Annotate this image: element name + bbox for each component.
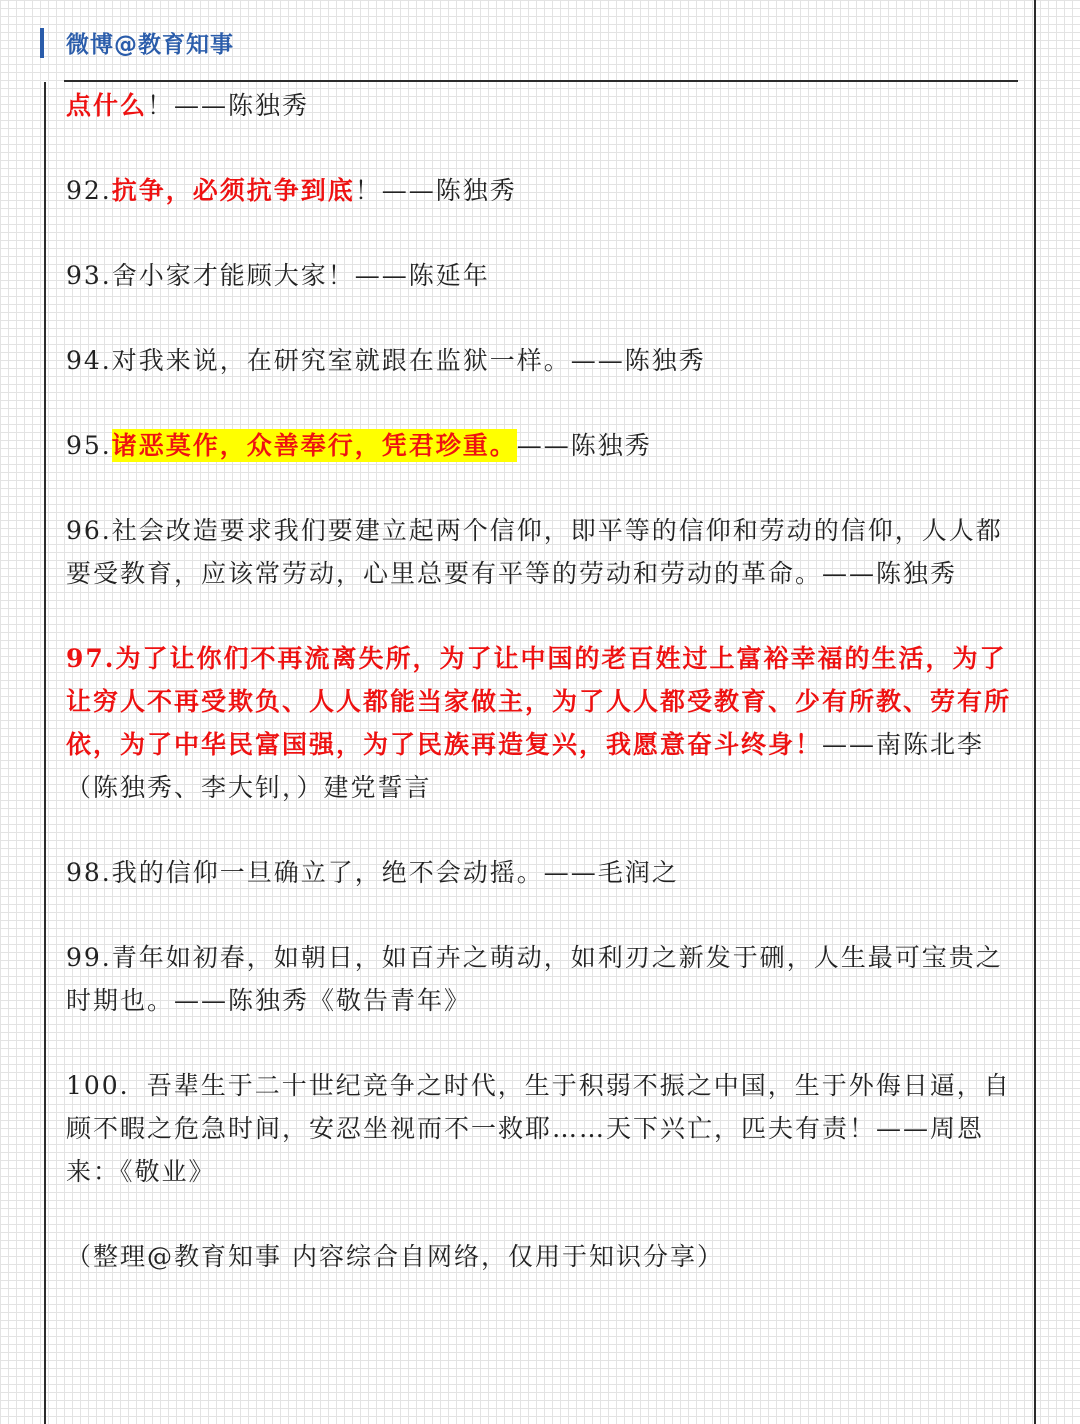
quote-highlighted-emphasis: 诸恶莫作，众善奉行，凭君珍重。: [111, 431, 517, 460]
quote-91-tail: [66, 84, 1016, 127]
quote-attribution: ——陈独秀: [516, 431, 652, 460]
quote-list: [66, 84, 1016, 1278]
quote-number: 92.: [66, 176, 112, 205]
header-divider: [64, 80, 1018, 82]
quote-number: 95.: [66, 431, 112, 460]
quote-93: 93.舍小家才能顾大家！——陈延年: [66, 261, 490, 290]
quote-100: 100．吾辈生于二十世纪竞争之时代，生于积弱不振之中国，生于外侮日逼，自顾不暇之危急时间，安忍坐视而不一救耶……天下兴亡，匹夫有责！——周恩来：《敬业》: [66, 1071, 1011, 1186]
footer-note: （整理@教育知事 内容综合自网络，仅用于知识分享）: [66, 1242, 724, 1271]
quote-attribution: ！——陈独秀: [147, 91, 310, 120]
quote-96: 96.社会改造要求我们要建立起两个信仰，即平等的信仰和劳动的信仰，人人都要受教育，应该常劳动，心里总要有平等的劳动和劳动的革命。——陈独秀: [66, 516, 1003, 588]
quote-95: [66, 424, 1016, 467]
quote-emphasis: 抗争，必须抗争到底: [111, 176, 355, 205]
header-title: 微博@教育知事: [66, 32, 234, 58]
quote-92: [66, 169, 1016, 212]
header-accent-bar: [40, 28, 44, 58]
left-margin-line: [44, 82, 46, 1424]
right-margin-line: [1034, 0, 1036, 1424]
quote-99: 99.青年如初春，如朝日，如百卉之萌动，如利刃之新发于硎，人生最可宝贵之时期也。——陈独秀《敬告青年》: [66, 943, 1003, 1015]
quote-98: 98.我的信仰一旦确立了，绝不会动摇。——毛润之: [66, 858, 679, 887]
quote-94: 94.对我来说，在研究室就跟在监狱一样。——陈独秀: [66, 346, 706, 375]
quote-emphasis: 点什么: [66, 91, 148, 120]
quote-number: 97.: [66, 644, 116, 673]
quote-emphasis: 为了让你们不再流离失所，为了让中国的老百姓过上富裕幸福的生活，为了让穷人不再受欺负、人人都能当家做主，为了人人都受教育、少有所教、劳有所依，为了中华民富国强，为了民族再造复兴，我愿意奋斗终身！: [66, 644, 1012, 759]
quote-attribution: ！——陈独秀: [354, 176, 517, 205]
quote-attribution: ——南陈北李（陈独秀、李大钊，）建党誓言: [66, 730, 985, 802]
quote-97: [66, 637, 1016, 809]
